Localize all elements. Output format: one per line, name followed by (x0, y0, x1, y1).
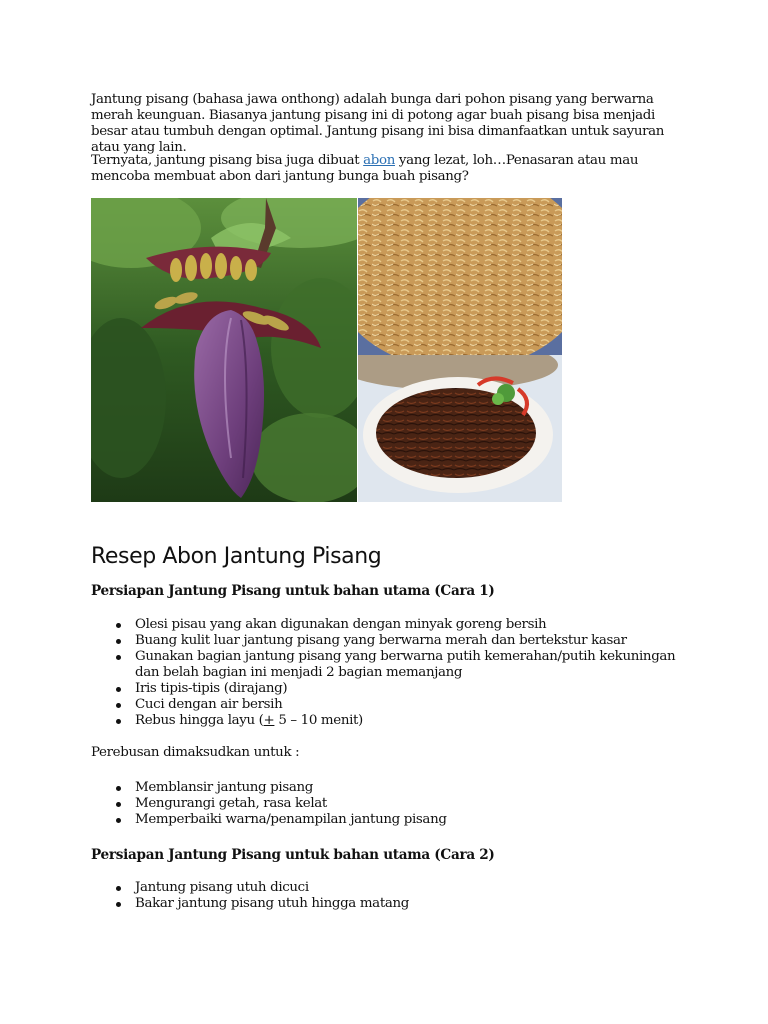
list-item: Olesi pisau yang akan digunakan dengan minyak goreng bersih (135, 617, 695, 633)
photo-collage (91, 198, 562, 502)
section-heading-cara-2: Persiapan Jantung Pisang untuk bahan utama (Cara 2) (91, 847, 495, 863)
list-item: Mengurangi getah, rasa kelat (135, 796, 695, 812)
abon-dark-photo (358, 355, 562, 502)
list-item: Jantung pisang utuh dicuci (135, 880, 695, 896)
abon-link[interactable]: abon (363, 153, 396, 168)
list-item: Memblansir jantung pisang (135, 780, 695, 796)
banana-flower-photo (91, 198, 357, 502)
purpose-list (91, 780, 695, 828)
list-item-text: 5 – 10 menit) (274, 713, 363, 728)
list-item-text: Rebus hingga layu ( (135, 713, 264, 728)
list-item (135, 713, 695, 729)
list-item: Iris tipis-tipis (dirajang) (135, 681, 695, 697)
list-item: Buang kulit luar jantung pisang yang berwarna merah dan bertekstur kasar (135, 633, 695, 649)
recipe-title: Resep Abon Jantung Pisang (91, 544, 382, 569)
list-item: Cuci dengan air bersih (135, 697, 695, 713)
list-item: Bakar jantung pisang utuh hingga matang (135, 896, 695, 912)
intro-paragraph-2-start: Ternyata, jantung pisang bisa juga dibuat (91, 153, 364, 168)
abon-light-photo (358, 198, 562, 355)
section-heading-cara-1: Persiapan Jantung Pisang untuk bahan utama (Cara 1) (91, 583, 495, 599)
intro-paragraph-1: Jantung pisang (bahasa jawa onthong) adalah bunga dari pohon pisang yang berwarna merah keunguan. Biasanya jantung pisang ini di potong agar buah pisang bisa menjadi besar atau tumbuh dengan optimal. Jantung pisang ini bisa dimanfaatkan untuk sayuran atau yang lain. (91, 92, 665, 155)
list-item: Gunakan bagian jantung pisang yang berwarna putih kemerahan/putih kekuningan dan belah bagian ini menjadi 2 bagian memanjang (135, 649, 695, 681)
cara-1-list (91, 617, 695, 729)
intro-paragraph-2-end: yang lezat, loh…Penasaran atau mau mencoba membuat abon dari jantung bunga buah pisang? (91, 153, 639, 184)
list-item: Memperbaiki warna/penampilan jantung pisang (135, 812, 695, 828)
intro-paragraph-2 (91, 153, 681, 185)
cara-2-list (91, 880, 695, 912)
plus-minus-sign: + (263, 713, 275, 728)
purpose-intro: Perebusan dimaksudkan untuk : (91, 745, 300, 760)
